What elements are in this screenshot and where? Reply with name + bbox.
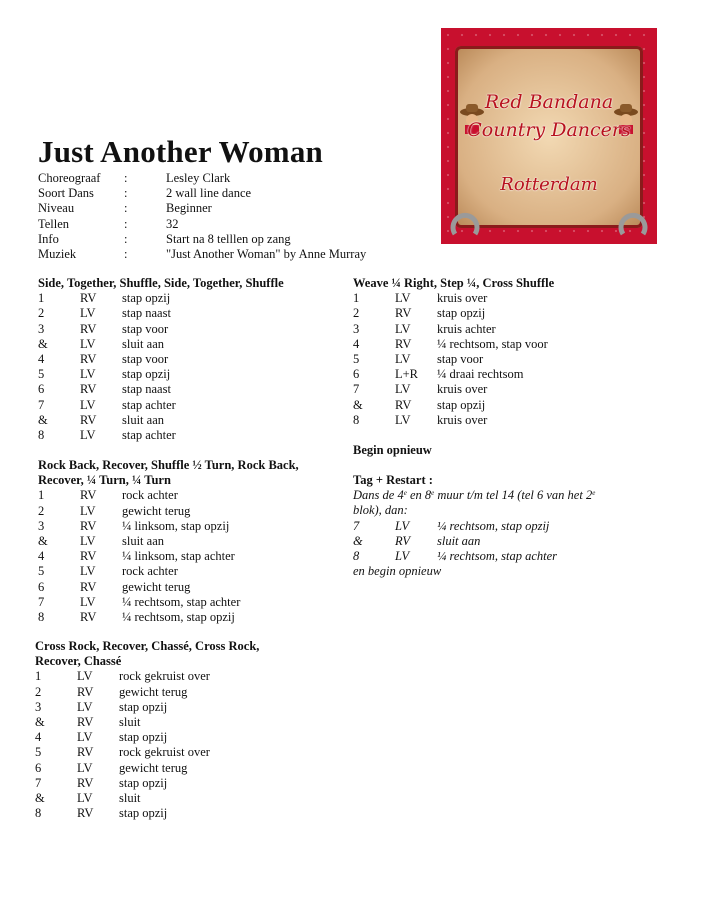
logo-line-2: Country Dancers xyxy=(467,119,631,141)
info-separator: : xyxy=(124,231,128,246)
step-description: kruis over xyxy=(437,412,488,427)
step-count: 2 xyxy=(38,306,45,321)
tag-step-row xyxy=(353,534,653,549)
step-foot: LV xyxy=(395,548,410,563)
info-key: Niveau xyxy=(38,201,75,216)
step-row xyxy=(35,761,305,776)
step-description: kruis achter xyxy=(437,321,496,336)
section-2 xyxy=(38,458,308,625)
step-foot: LV xyxy=(80,336,96,351)
step-foot: LV xyxy=(80,397,96,412)
step-foot: LV xyxy=(395,351,411,366)
step-count: 2 xyxy=(353,306,360,321)
step-description: stap opzij xyxy=(119,730,168,745)
info-value: 2 wall line dance xyxy=(166,186,252,201)
step-foot: RV xyxy=(80,382,97,397)
tag-step-row xyxy=(353,519,653,534)
step-row xyxy=(38,428,338,443)
tag-restart xyxy=(353,473,653,579)
section-title: Side, Together, Shuffle, Side, Together, Shuffle xyxy=(38,276,284,290)
step-description: ¼ linksom, stap opzij xyxy=(122,518,230,533)
step-foot: LV xyxy=(80,503,96,518)
step-foot: RV xyxy=(80,609,97,624)
step-foot: LV xyxy=(77,699,93,714)
step-count: 7 xyxy=(38,397,45,412)
step-count: 4 xyxy=(353,336,360,351)
step-row xyxy=(353,306,683,321)
step-description: sluit aan xyxy=(122,533,165,548)
tag-intro: Dans de 4e en 8e muur t/m tel 14 (tel 6 van het 2e xyxy=(353,488,596,503)
step-count: 8 xyxy=(38,609,45,624)
step-row xyxy=(35,669,305,684)
step-foot: LV xyxy=(77,730,93,745)
info-value: Beginner xyxy=(166,201,212,216)
info-separator: : xyxy=(124,171,128,185)
step-foot: RV xyxy=(77,745,94,760)
step-description: gewicht terug xyxy=(119,760,188,775)
step-foot: RV xyxy=(77,775,94,790)
step-count: 5 xyxy=(38,564,45,579)
step-foot: LV xyxy=(395,412,411,427)
horseshoe-icon xyxy=(615,204,651,240)
step-row xyxy=(353,413,683,428)
step-description: stap naast xyxy=(122,382,171,397)
step-description: kruis over xyxy=(437,291,488,306)
step-row xyxy=(38,367,338,382)
step-count: 8 xyxy=(353,548,360,563)
tag-intro-cont: blok), dan: xyxy=(353,503,408,518)
step-count: 8 xyxy=(35,806,42,821)
info-key: Muziek xyxy=(38,246,77,261)
step-foot: LV xyxy=(395,291,411,306)
info-row xyxy=(38,247,366,262)
step-row xyxy=(35,700,305,715)
step-row xyxy=(38,306,338,321)
step-foot: RV xyxy=(80,549,97,564)
dance-info xyxy=(38,171,366,262)
step-row xyxy=(353,398,683,413)
step-description: ¼ rechtsom, stap voor xyxy=(437,336,548,351)
step-description: gewicht terug xyxy=(122,503,191,518)
tag-steps xyxy=(353,519,653,565)
step-description: rock achter xyxy=(122,488,178,503)
step-description: gewicht terug xyxy=(119,684,188,699)
begin-again: Begin opnieuw xyxy=(353,443,432,457)
step-count: 4 xyxy=(38,549,45,564)
step-count: 4 xyxy=(35,730,42,745)
step-count: 2 xyxy=(38,503,45,518)
step-foot: RV xyxy=(395,397,412,412)
step-foot: RV xyxy=(395,306,412,321)
step-count: 5 xyxy=(35,745,42,760)
step-count: 2 xyxy=(35,684,42,699)
step-row xyxy=(353,382,683,397)
info-separator: : xyxy=(124,186,128,201)
step-foot: RV xyxy=(77,806,94,821)
step-foot: RV xyxy=(395,533,411,548)
step-description: sluit aan xyxy=(437,533,481,548)
step-foot: LV xyxy=(80,594,96,609)
step-count: 8 xyxy=(353,412,360,427)
step-row xyxy=(38,413,338,428)
step-count: 8 xyxy=(38,427,45,442)
section-title: Weave ¼ Right, Step ¼, Cross Shuffle xyxy=(353,276,555,290)
step-description: stap opzij xyxy=(437,306,486,321)
step-count: 6 xyxy=(35,760,42,775)
step-count: 3 xyxy=(35,699,42,714)
step-row xyxy=(38,580,308,595)
step-count: & xyxy=(35,790,45,805)
step-row xyxy=(38,534,308,549)
step-row xyxy=(38,382,338,397)
info-separator: : xyxy=(124,216,128,231)
step-row xyxy=(35,715,305,730)
step-description: sluit aan xyxy=(122,336,165,351)
step-count: & xyxy=(38,336,48,351)
step-description: stap achter xyxy=(122,427,176,442)
step-description: sluit aan xyxy=(122,412,165,427)
info-row xyxy=(38,217,366,232)
step-foot: L+R xyxy=(395,367,419,382)
step-row xyxy=(35,745,305,760)
step-foot: LV xyxy=(80,427,96,442)
info-value: "Just Another Woman" by Anne Murray xyxy=(166,246,367,261)
step-count: 3 xyxy=(353,321,360,336)
step-foot: RV xyxy=(80,412,97,427)
step-description: stap opzij xyxy=(122,367,171,382)
step-description: sluit xyxy=(119,790,141,805)
step-description: ¼ rechtsom, stap achter xyxy=(437,548,558,563)
step-row xyxy=(353,291,683,306)
step-row xyxy=(35,791,305,806)
step-description: ¼ draai rechtsom xyxy=(437,367,524,382)
tag-title: Tag + Restart : xyxy=(353,473,433,487)
step-count: & xyxy=(38,533,48,548)
tag-step-row xyxy=(353,549,653,564)
info-row xyxy=(38,201,366,216)
step-row xyxy=(353,322,683,337)
step-description: ¼ linksom, stap achter xyxy=(122,549,235,564)
step-foot: LV xyxy=(395,321,411,336)
step-foot: RV xyxy=(80,488,97,503)
section-title: Rock Back, Recover, Shuffle ½ Turn, Rock Back, Recover, ¼ Turn, ¼ Turn xyxy=(38,458,299,488)
step-count: 6 xyxy=(353,367,360,382)
info-separator: : xyxy=(124,246,128,261)
step-foot: RV xyxy=(80,518,97,533)
step-description: stap opzij xyxy=(119,699,168,714)
step-row xyxy=(353,352,683,367)
info-value: Start na 8 telllen op zang xyxy=(166,231,291,246)
step-row xyxy=(38,352,338,367)
step-count: 1 xyxy=(38,488,45,503)
step-row xyxy=(38,488,308,503)
step-row xyxy=(38,398,338,413)
step-row xyxy=(38,519,308,534)
step-count: 7 xyxy=(353,518,360,533)
step-row xyxy=(353,337,683,352)
step-foot: LV xyxy=(80,564,96,579)
step-count: & xyxy=(38,412,48,427)
step-row xyxy=(38,291,338,306)
step-foot: RV xyxy=(80,321,97,336)
step-description: kruis over xyxy=(437,382,488,397)
tag-outro: en begin opnieuw xyxy=(353,564,442,579)
step-description: gewicht terug xyxy=(122,579,191,594)
step-foot: LV xyxy=(395,518,410,533)
info-key: Soort Dans xyxy=(38,186,94,201)
step-count: 5 xyxy=(353,351,360,366)
step-description: stap opzij xyxy=(122,291,171,306)
step-foot: RV xyxy=(80,291,97,306)
step-row xyxy=(35,776,305,791)
info-value: Lesley Clark xyxy=(166,171,231,185)
step-description: rock achter xyxy=(122,564,178,579)
step-row xyxy=(35,730,305,745)
info-row xyxy=(38,232,366,247)
step-count: 7 xyxy=(35,775,42,790)
step-description: stap naast xyxy=(122,306,171,321)
info-value: 32 xyxy=(166,216,179,231)
step-row xyxy=(38,595,308,610)
step-description: stap voor xyxy=(437,351,484,366)
step-description: stap voor xyxy=(122,351,169,366)
step-row xyxy=(35,806,305,821)
step-foot: LV xyxy=(395,382,411,397)
step-foot: LV xyxy=(77,790,93,805)
step-foot: RV xyxy=(395,336,412,351)
step-row xyxy=(38,610,308,625)
info-key: Choreograaf xyxy=(38,171,101,185)
step-description: ¼ rechtsom, stap achter xyxy=(122,594,241,609)
info-row xyxy=(38,171,366,186)
step-count: 7 xyxy=(38,594,45,609)
info-separator: : xyxy=(124,201,128,216)
step-description: ¼ rechtsom, stap opzij xyxy=(122,609,235,624)
step-row xyxy=(38,337,338,352)
section-4 xyxy=(353,276,683,428)
step-description: sluit xyxy=(119,714,141,729)
step-description: rock gekruist over xyxy=(119,669,210,684)
step-foot: LV xyxy=(80,367,96,382)
step-description: ¼ rechtsom, stap opzij xyxy=(437,518,550,533)
section-3 xyxy=(35,639,305,821)
info-row xyxy=(38,186,366,201)
step-row xyxy=(35,685,305,700)
step-description: stap opzij xyxy=(119,806,168,821)
step-count: 1 xyxy=(38,291,45,306)
step-count: 4 xyxy=(38,351,45,366)
step-description: stap opzij xyxy=(437,397,486,412)
step-foot: LV xyxy=(77,760,93,775)
step-description: rock gekruist over xyxy=(119,745,210,760)
info-key: Tellen xyxy=(38,216,70,231)
section-title: Cross Rock, Recover, Chassé, Cross Rock, Recover, Chassé xyxy=(35,639,260,669)
step-row xyxy=(38,564,308,579)
info-key: Info xyxy=(38,231,59,246)
step-row xyxy=(38,549,308,564)
step-count: 7 xyxy=(353,382,360,397)
step-foot: RV xyxy=(77,714,94,729)
step-count: & xyxy=(353,397,363,412)
horseshoe-icon xyxy=(447,204,483,240)
step-foot: RV xyxy=(80,579,97,594)
step-count: 1 xyxy=(353,291,360,306)
club-logo xyxy=(441,28,657,244)
step-row xyxy=(353,367,683,382)
step-count: 6 xyxy=(38,382,45,397)
step-count: 1 xyxy=(35,669,42,684)
step-count: 3 xyxy=(38,321,45,336)
step-foot: LV xyxy=(80,533,96,548)
dance-title: Just Another Woman xyxy=(38,134,323,169)
step-count: 6 xyxy=(38,579,45,594)
step-count: 3 xyxy=(38,518,45,533)
step-row xyxy=(38,504,308,519)
logo-line-1: Red Bandana xyxy=(484,91,614,113)
step-row xyxy=(38,322,338,337)
step-description: stap voor xyxy=(122,321,169,336)
step-foot: LV xyxy=(77,669,93,684)
step-foot: RV xyxy=(80,351,97,366)
section-1 xyxy=(38,276,338,443)
step-description: stap opzij xyxy=(119,775,168,790)
step-foot: RV xyxy=(77,684,94,699)
step-count: & xyxy=(353,533,363,548)
step-description: stap achter xyxy=(122,397,176,412)
logo-line-3: Rotterdam xyxy=(500,174,598,195)
step-foot: LV xyxy=(80,306,96,321)
step-count: 5 xyxy=(38,367,45,382)
step-count: & xyxy=(35,714,45,729)
